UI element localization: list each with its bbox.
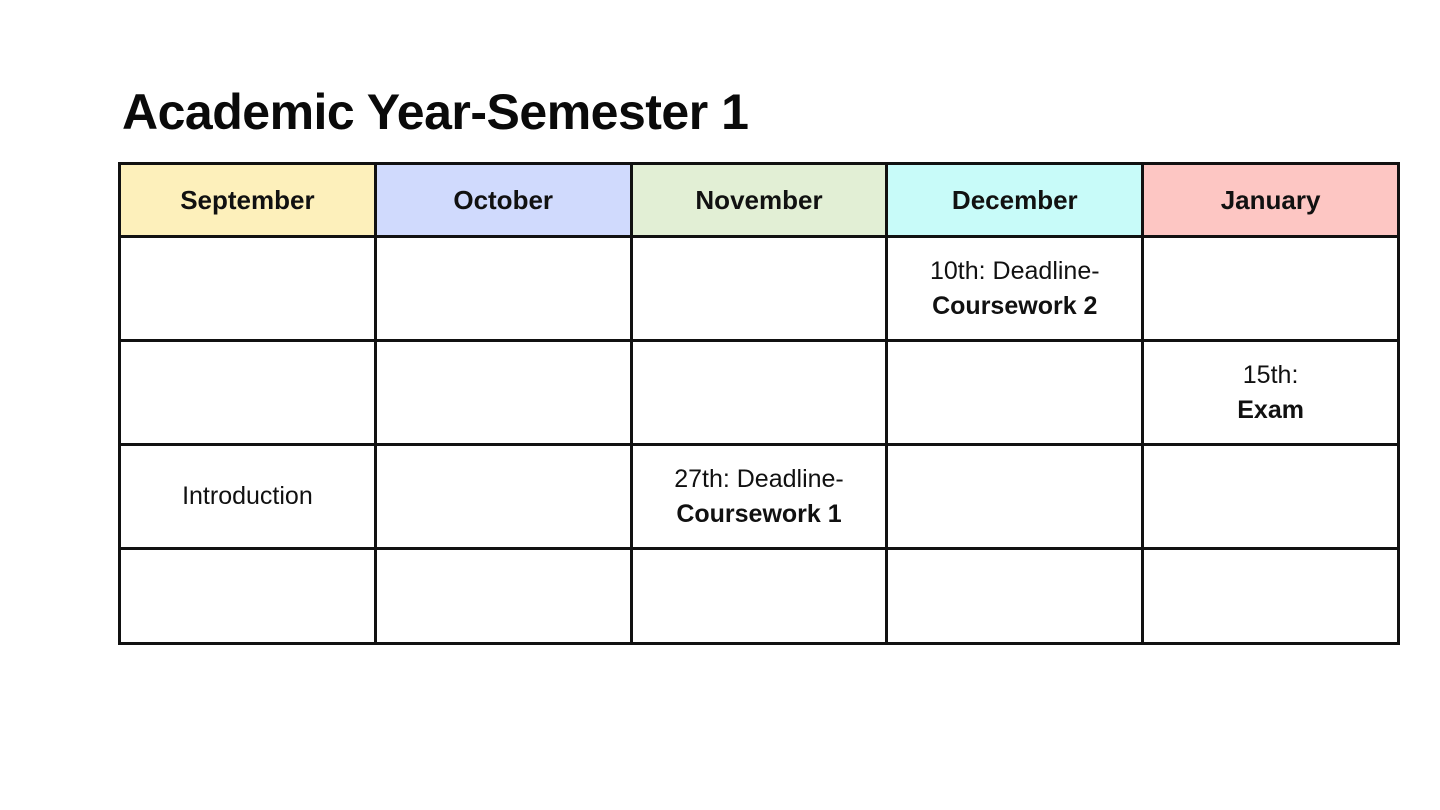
table-cell: [375, 445, 631, 549]
table-cell: [120, 549, 376, 644]
semester-schedule-table: [118, 162, 1400, 645]
header-january: January: [1143, 164, 1399, 237]
page-title: Academic Year-Semester 1: [122, 84, 749, 140]
table-cell-january-exam: [1143, 341, 1399, 445]
table-row: [120, 445, 1399, 549]
table-cell: [120, 341, 376, 445]
table-row: [120, 237, 1399, 341]
event-title: Coursework 1: [676, 499, 842, 528]
table-row: [120, 549, 1399, 644]
header-september: September: [120, 164, 376, 237]
header-november: November: [631, 164, 887, 237]
table-cell: [120, 237, 376, 341]
event-title: Introduction: [182, 482, 313, 510]
header-row: [120, 164, 1399, 237]
table-cell-december-deadline: [887, 237, 1143, 341]
table-cell: [887, 341, 1143, 445]
event-date: 15th:: [1242, 360, 1299, 389]
table-cell: [631, 237, 887, 341]
event-title: Exam: [1237, 395, 1304, 424]
table-cell: [1143, 237, 1399, 341]
table-cell: [631, 341, 887, 445]
table-cell: [1143, 549, 1399, 644]
table-cell: [631, 549, 887, 644]
table-cell: [887, 445, 1143, 549]
header-october: October: [375, 164, 631, 237]
header-december: December: [887, 164, 1143, 237]
table-cell: [1143, 445, 1399, 549]
table-cell: [375, 237, 631, 341]
table-cell: [375, 341, 631, 445]
table-cell: [375, 549, 631, 644]
table-row: [120, 341, 1399, 445]
event-date: 27th: Deadline-: [674, 464, 844, 493]
table-cell-november-deadline: [631, 445, 887, 549]
event-title: Coursework 2: [932, 291, 1098, 320]
table-cell: [887, 549, 1143, 644]
event-date: 10th: Deadline-: [930, 256, 1100, 285]
table-cell-september-introduction: [120, 445, 376, 549]
